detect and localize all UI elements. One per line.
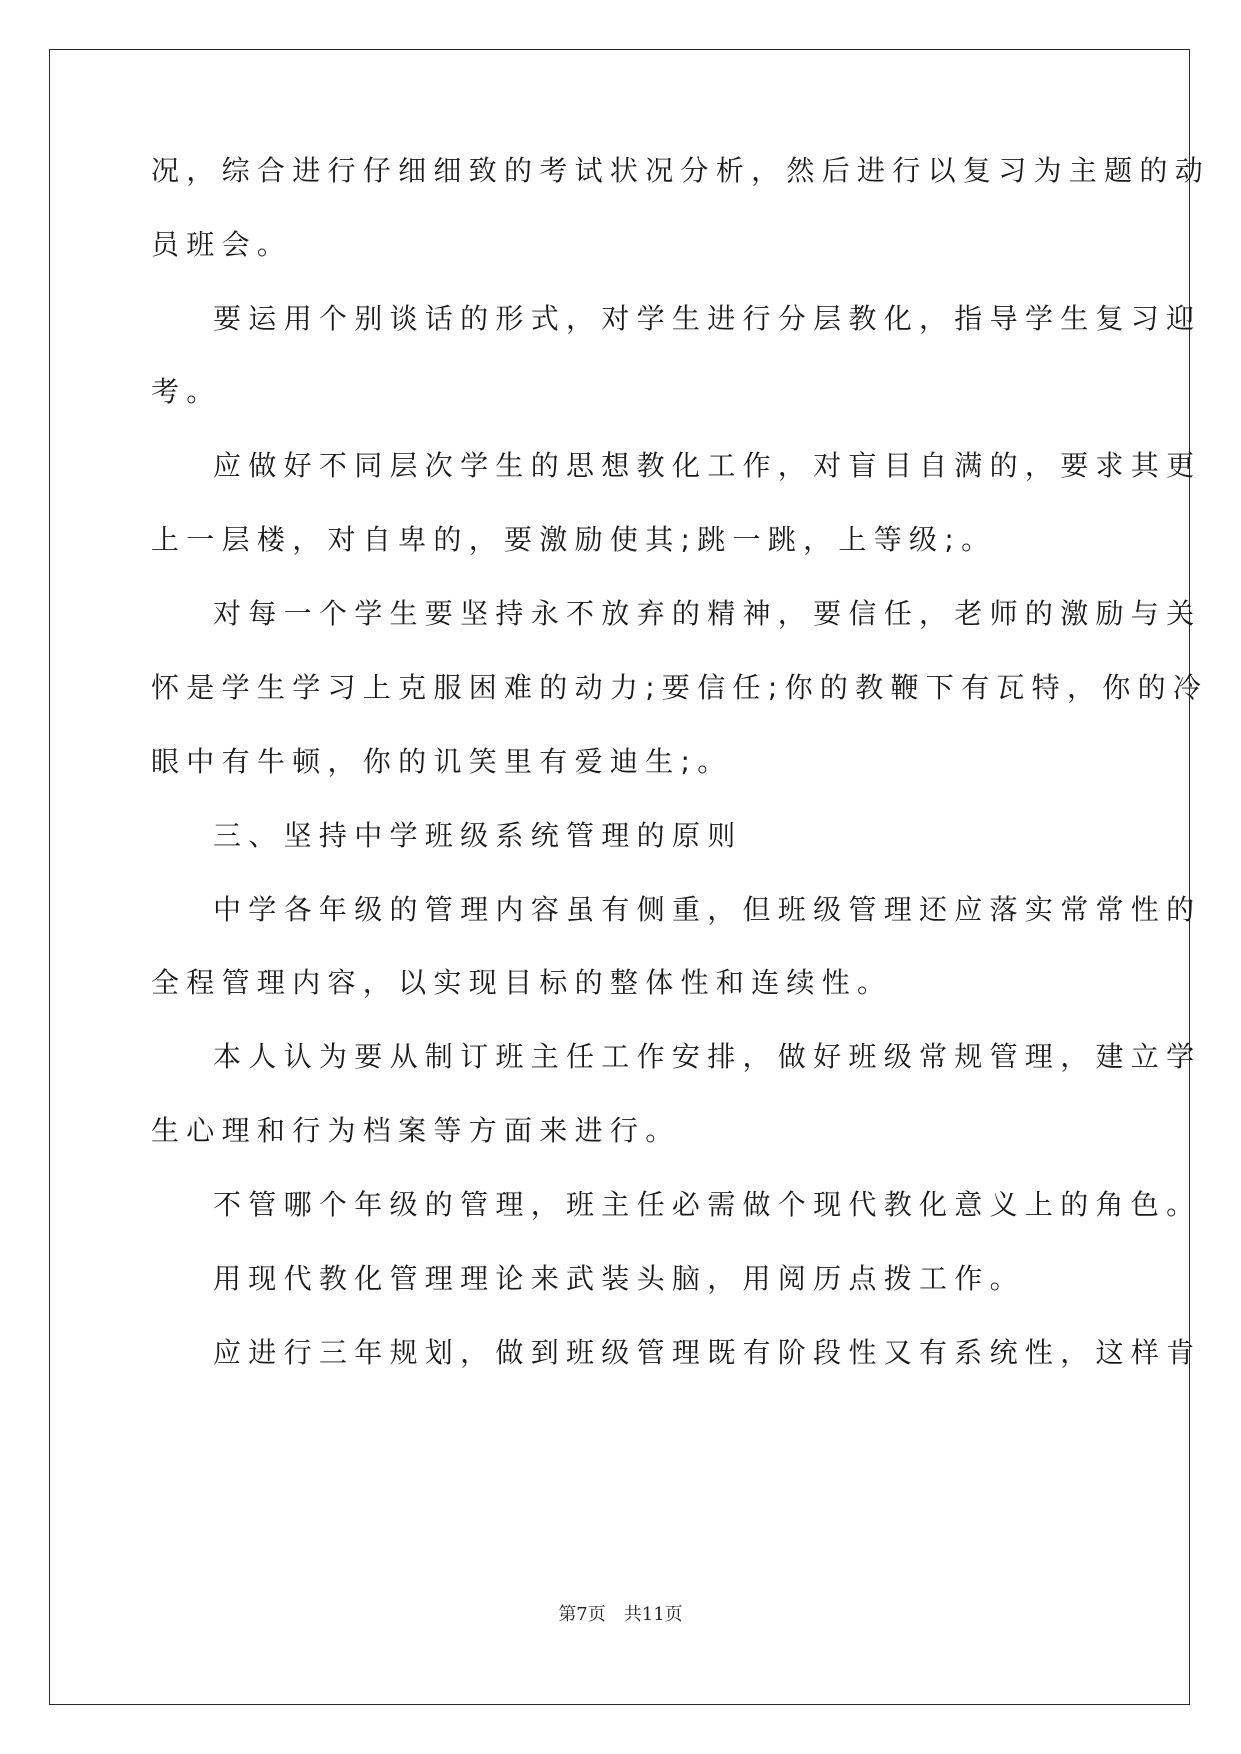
text-line: 怀是学生学习上克服困难的动力;要信任;你的教鞭下有瓦特，你的冷 [151,671,1209,704]
page-footer [0,1600,1241,1626]
paragraph-start: 对每一个学生要坚持永不放弃的精神，要信任，老师的激励与关 [213,597,1202,630]
paragraph-start: 要运用个别谈话的形式，对学生进行分层教化，指导学生复习迎 [213,302,1202,335]
text-line: 员班会。 [151,228,293,261]
text-line: 上一层楼，对自卑的，要激励使其;跳一跳，上等级;。 [151,523,997,556]
paragraph-start: 应进行三年规划，做到班级管理既有阶段性又有系统性，这样肯 [213,1336,1202,1369]
text-line: 考。 [151,375,222,408]
page-number: 第7页 [558,1604,606,1625]
text-line: 况，综合进行仔细细致的考试状况分析，然后进行以复习为主题的动 [151,154,1211,187]
section-heading: 三、坚持中学班级系统管理的原则 [213,819,743,852]
text-line: 眼中有牛顿，你的讥笑里有爱迪生;。 [151,745,733,778]
page-total: 共11页 [623,1604,683,1625]
paragraph-start: 用现代教化管理理论来武装头脑，用阅历点拨工作。 [213,1262,1025,1295]
paragraph-start: 应做好不同层次学生的思想教化工作，对盲目自满的，要求其更 [213,449,1202,482]
text-line: 全程管理内容，以实现目标的整体性和连续性。 [151,966,893,999]
paragraph-start: 不管哪个年级的管理，班主任必需做个现代教化意义上的角色。 [213,1188,1202,1221]
text-line: 生心理和行为档案等方面来进行。 [151,1114,681,1147]
paragraph-start: 本人认为要从制订班主任工作安排，做好班级常规管理，建立学 [213,1040,1202,1073]
paragraph-start: 中学各年级的管理内容虽有侧重，但班级管理还应落实常常性的 [213,893,1202,926]
